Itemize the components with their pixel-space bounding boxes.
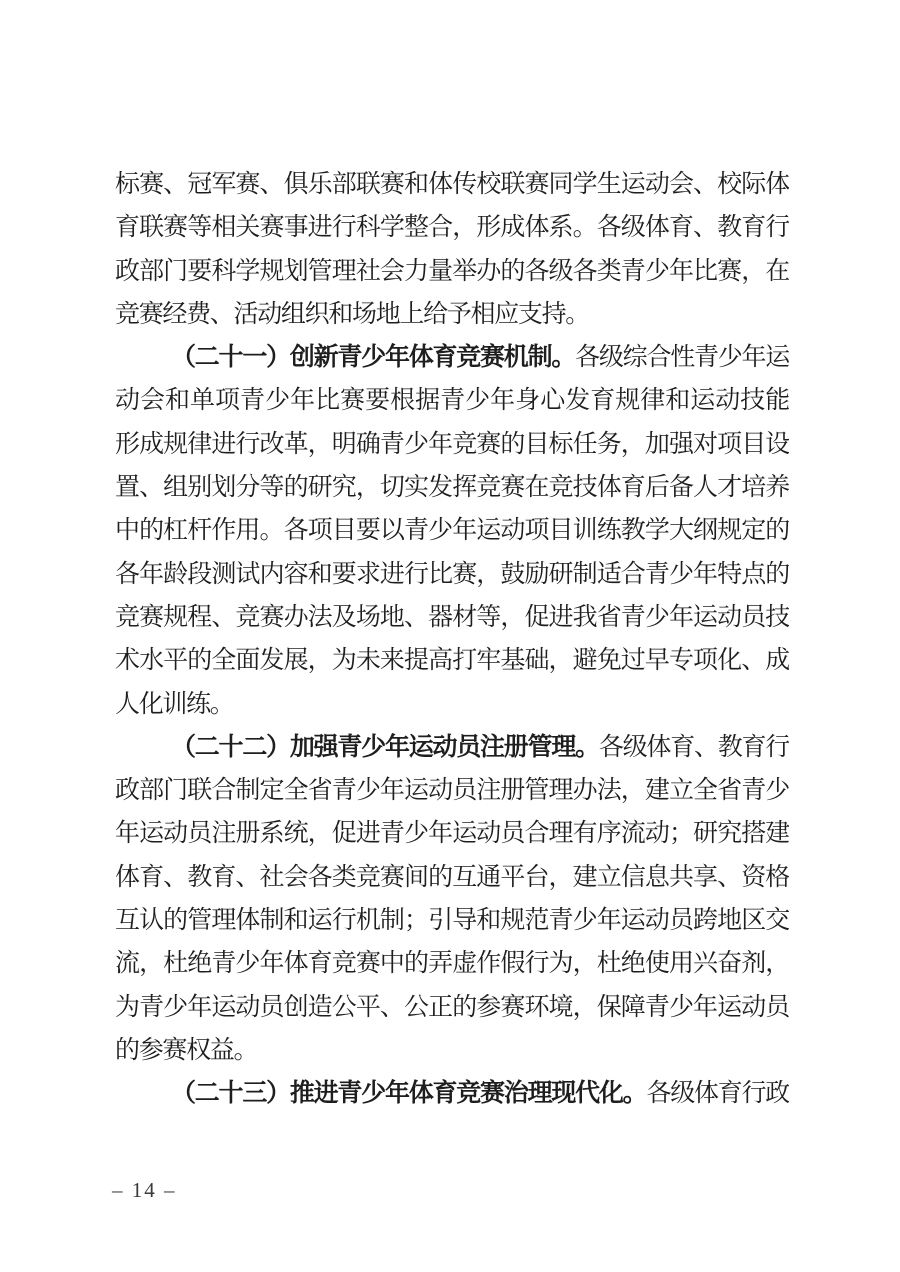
- text-line: [115, 553, 789, 596]
- text-segment: 流，杜绝青少年体育竞赛中的弄虚作假行为，杜绝使用兴奋剂，: [115, 950, 789, 978]
- text-line: [115, 942, 789, 985]
- text-segment: 各级体育、教育行: [598, 733, 789, 761]
- text-line: [115, 812, 789, 855]
- text-segment: 动会和单项青少年比赛要根据青少年身心发育规律和运动技能: [115, 387, 789, 415]
- text-segment: 政部门联合制定全省青少年运动员注册管理办法，建立全省青少: [115, 777, 789, 805]
- text-line: [115, 986, 789, 1029]
- text-line: [115, 596, 789, 639]
- text-segment: 术水平的全面发展，为未来提高打牢基础，避免过早专项化、成: [115, 647, 789, 675]
- text-segment: 政部门要科学规划管理社会力量举办的各级各类青少年比赛，在: [115, 257, 789, 285]
- section-heading: （二十三）推进青少年体育竞赛治理现代化。: [171, 1080, 647, 1108]
- text-segment: 竞赛规程、竞赛办法及场地、器材等，促进我省青少年运动员技: [115, 603, 789, 631]
- text-line: [115, 1072, 789, 1115]
- text-line: [115, 899, 789, 942]
- text-segment: 各级体育行政: [646, 1080, 789, 1108]
- text-segment: 各年龄段测试内容和要求进行比赛，鼓励研制适合青少年特点的: [115, 560, 789, 588]
- text-line: [115, 683, 789, 726]
- text-line: [115, 336, 789, 379]
- section-heading: （二十一）创新青少年体育竞赛机制。: [171, 344, 576, 372]
- text-line: [115, 769, 789, 812]
- text-segment: 形成规律进行改革，明确青少年竞赛的目标任务，加强对项目设: [115, 430, 789, 458]
- text-line: [115, 856, 789, 899]
- text-segment: 年运动员注册系统，促进青少年运动员合理有序流动；研究搭建: [115, 820, 789, 848]
- text-segment: 人化训练。: [115, 690, 234, 718]
- text-line: [115, 423, 789, 466]
- text-segment: 体育、教育、社会各类竞赛间的互通平台，建立信息共享、资格: [115, 863, 789, 891]
- text-segment: 标赛、冠军赛、俱乐部联赛和体传校联赛同学生运动会、校际体: [115, 171, 789, 198]
- text-line: [115, 163, 789, 206]
- text-line: [115, 1029, 789, 1072]
- text-line: [115, 379, 789, 422]
- text-segment: 为青少年运动员创造公平、公正的参赛环境，保障青少年运动员: [115, 993, 789, 1021]
- text-segment: 育联赛等相关赛事进行科学整合，形成体系。各级体育、教育行: [115, 214, 789, 242]
- text-segment: 置、组别划分等的研究，切实发挥竞赛在竞技体育后备人才培养: [115, 474, 789, 502]
- text-segment: 的参赛权益。: [115, 1036, 258, 1064]
- text-segment: 竞赛经费、活动组织和场地上给予相应支持。: [115, 300, 590, 328]
- text-line: [115, 509, 789, 552]
- page-number: – 14 –: [112, 1178, 177, 1202]
- text-segment: 互认的管理体制和运行机制；引导和规范青少年运动员跨地区交: [115, 907, 789, 935]
- text-line: [115, 293, 789, 336]
- text-line: [115, 206, 789, 249]
- text-line: [115, 639, 789, 682]
- text-line: [115, 250, 789, 293]
- text-line: [115, 466, 789, 509]
- text-segment: 各级综合性青少年运: [575, 344, 789, 372]
- text-line: [115, 726, 789, 769]
- document-body: [115, 163, 789, 1116]
- section-heading: （二十二）加强青少年运动员注册管理。: [171, 733, 599, 761]
- text-segment: 中的杠杆作用。各项目要以青少年运动项目训练教学大纲规定的: [115, 517, 789, 545]
